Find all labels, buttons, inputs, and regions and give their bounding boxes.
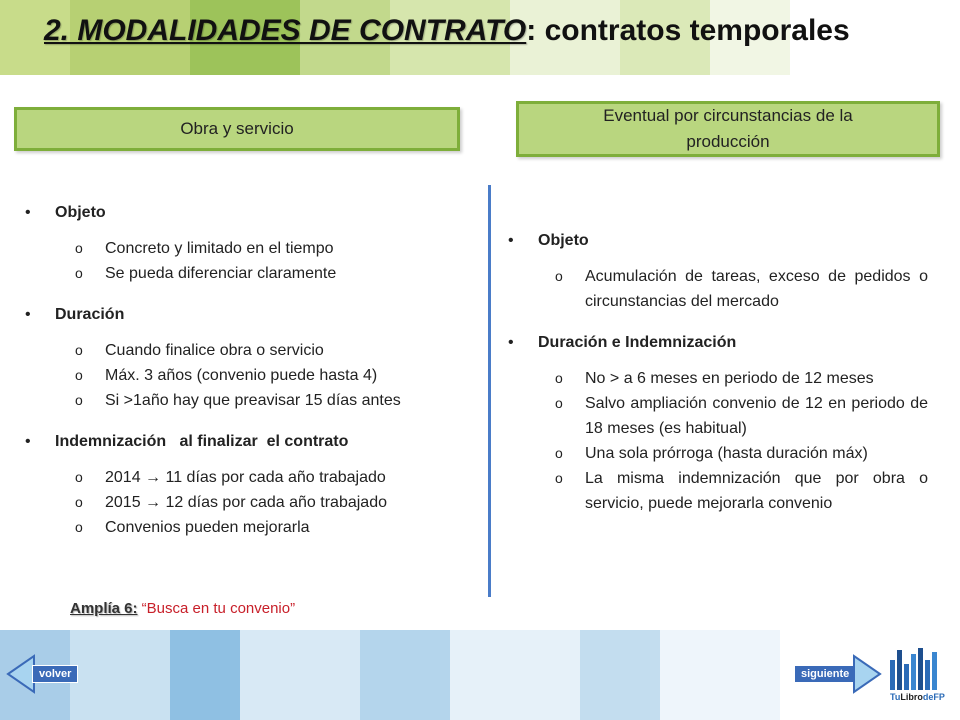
list-item: o 2014 → 11 días por cada año trabajado xyxy=(105,465,485,490)
logo-text xyxy=(890,692,956,702)
next-label: siguiente xyxy=(794,665,856,683)
left-column xyxy=(25,200,485,540)
list-item: o Si >1año hay que preavisar 15 días antes xyxy=(105,388,485,413)
left-section-list xyxy=(25,465,485,540)
logo-text-part3: deFP xyxy=(922,692,945,702)
title-sub: : contratos temporales xyxy=(526,14,850,47)
tulibrodefp-logo[interactable] xyxy=(890,648,956,718)
left-section-list xyxy=(25,236,485,286)
list-item: o Acumulación de tareas, exceso de pedidos o circunstancias del mercado xyxy=(585,264,928,314)
page-title xyxy=(44,14,850,48)
left-header-label: Obra y servicio xyxy=(180,119,294,138)
list-item: o No > a 6 meses en periodo de 12 meses xyxy=(585,366,928,391)
amplia-note xyxy=(70,600,295,617)
list-item: o La misma indemnización que por obra o servicio, puede mejorarla convenio xyxy=(585,466,928,516)
right-section-list xyxy=(508,264,928,314)
logo-text-part1: Tu xyxy=(890,692,901,702)
right-section-heading: • Objeto xyxy=(508,228,928,253)
back-button[interactable] xyxy=(6,654,78,694)
list-item: o Convenios pueden mejorarla xyxy=(105,515,485,540)
amplia-label: Amplía 6: xyxy=(70,600,138,617)
logo-books-icon xyxy=(890,648,956,690)
right-column xyxy=(508,228,928,516)
list-item: o Concreto y limitado en el tiempo xyxy=(105,236,485,261)
left-section-heading: • Indemnización al finalizar el contrato xyxy=(25,429,485,454)
list-item: o Salvo ampliación convenio de 12 en periodo de 18 meses (es habitual) xyxy=(585,391,928,441)
left-header-box xyxy=(14,107,460,151)
next-button[interactable] xyxy=(794,654,882,694)
left-section-heading: • Objeto xyxy=(25,200,485,225)
list-item: o Se pueda diferenciar claramente xyxy=(105,261,485,286)
title-main: 2. MODALIDADES DE CONTRATO xyxy=(44,14,527,47)
list-item: o 2015 → 12 días por cada año trabajado xyxy=(105,490,485,515)
left-section-heading: • Duración xyxy=(25,302,485,327)
amplia-text: “Busca en tu convenio” xyxy=(137,600,296,617)
right-section-heading: • Duración e Indemnización xyxy=(508,330,928,355)
right-header-line1: Eventual por circunstancias de la xyxy=(603,106,853,125)
right-header-box xyxy=(516,101,940,157)
column-divider xyxy=(488,185,491,597)
right-section-list xyxy=(508,366,928,516)
right-header-line2: producción xyxy=(686,132,770,151)
list-item: o Una sola prórroga (hasta duración máx) xyxy=(585,441,928,466)
list-item: o Cuando finalice obra o servicio xyxy=(105,338,485,363)
list-item: o Máx. 3 años (convenio puede hasta 4) xyxy=(105,363,485,388)
logo-text-part2: Libro xyxy=(900,692,923,702)
left-section-list xyxy=(25,338,485,413)
back-label: volver xyxy=(32,665,78,683)
forward-arrow-icon xyxy=(852,654,882,694)
